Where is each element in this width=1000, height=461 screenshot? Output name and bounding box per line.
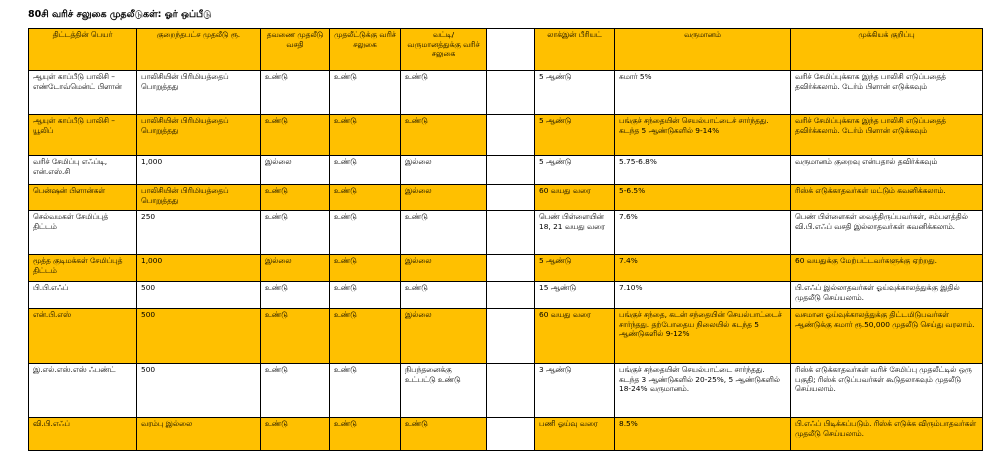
table-cell: ஆயுள் காப்பீடு பாலிசி – எண்டோவ்மென்ட் பிளான் xyxy=(29,71,137,115)
table-cell xyxy=(487,211,535,255)
table-cell: பாலிசியின் பிரிமியத்தைப் பொறுத்தது xyxy=(137,185,261,211)
table-row xyxy=(29,255,983,282)
header-cell: திட்டத்தின் பெயர் xyxy=(29,29,137,71)
table-cell: பி.பி.எஃப் xyxy=(29,282,137,309)
table-cell: வரிச் சேமிப்புக்காக இந்த பாலிசி எடுப்பதைத் தவிர்க்கலாம். டேர்ம் பிளான் எடுக்கவும் xyxy=(791,71,983,115)
table-cell: உண்டு xyxy=(330,211,401,255)
table-cell: பெண் பிள்ளைகள் வைத்திருப்பவர்கள், சம்பளத்தில் வி.பி.எஃப் வசதி இல்லாதவர்கள் கவனிக்கலாம். xyxy=(791,211,983,255)
table-cell: பாலிசியின் பிரிமியத்தைப் பொறுத்தது xyxy=(137,115,261,156)
table-cell xyxy=(487,255,535,282)
table-row xyxy=(29,418,983,451)
header-cell: லாக்இன் பீரியட் xyxy=(535,29,615,71)
header-cell: குறைந்தபட்ச முதலீடு ரூ. xyxy=(137,29,261,71)
table-cell: 500 xyxy=(137,309,261,364)
table-cell: பாலிசியின் பிரிமியத்தைப் பொறுத்தது xyxy=(137,71,261,115)
table-cell: உண்டு xyxy=(261,309,330,364)
table-row xyxy=(29,71,983,115)
table-cell: 500 xyxy=(137,282,261,309)
table-cell: உண்டு xyxy=(330,115,401,156)
table-cell: இல்லை xyxy=(401,255,487,282)
table-cell: 250 xyxy=(137,211,261,255)
header-row xyxy=(29,29,983,71)
table-cell: 5 ஆண்டு xyxy=(535,255,615,282)
table-cell: இல்லை xyxy=(261,255,330,282)
table-cell xyxy=(487,364,535,418)
table-cell: வசமான ஓய்வுக்காலத்துக்கு திட்டமிடுபவர்கள் ஆண்டுக்கு சுமார் ரூ.50,000 முதலீடு செய்து வரலாம். xyxy=(791,309,983,364)
table-cell: பி.எஃப் இல்லாதவர்கள் ஓய்வுக்காலத்துக்கு இதில் முதலீடு செய்யலாம். xyxy=(791,282,983,309)
table-cell: இல்லை xyxy=(261,156,330,185)
table-title: 80சி வரிச் சலுகை முதலீடுகள்: ஓர் ஒப்பீடு xyxy=(28,9,212,20)
table-cell: பி.எஃப் பிடிக்கப்படும். ரிஸ்க் எடுக்க விரும்பாதவர்கள் முதலீடு செய்யலாம். xyxy=(791,418,983,451)
table-row xyxy=(29,282,983,309)
table-cell: வரிச் சேமிப்பு எஃப்டி, என்.எஸ்.சி xyxy=(29,156,137,185)
table-cell: உண்டு xyxy=(330,364,401,418)
table-cell: உண்டு xyxy=(261,282,330,309)
header-cell: முக்கியக் குறிப்பு xyxy=(791,29,983,71)
table-cell: உண்டு xyxy=(330,255,401,282)
table-cell: 60 வயது வரை xyxy=(535,309,615,364)
table-cell: ஆயுள் காப்பீடு பாலிசி – யூலிப் xyxy=(29,115,137,156)
table-cell: பங்குச் சந்தையின் செயல்பாட்டைச் சார்ந்தது. கடந்த 5 ஆண்டுகளில் 9-14% xyxy=(615,115,791,156)
table-cell: 60 வயதுக்கு மேற்பட்டவர்களுக்கு ஏற்றது. xyxy=(791,255,983,282)
table-cell: உண்டு xyxy=(330,282,401,309)
table-row xyxy=(29,185,983,211)
table-cell: உண்டு xyxy=(401,282,487,309)
table-cell: உண்டு xyxy=(401,71,487,115)
table-cell: வருமானம் குறைவு என்பதால் தவிர்க்கவும் xyxy=(791,156,983,185)
table-cell: உண்டு xyxy=(401,115,487,156)
table-cell: நிபந்தனைக்கு உட்பட்டு உண்டு xyxy=(401,364,487,418)
table-cell: செல்வமகள் சேமிப்புத் திட்டம் xyxy=(29,211,137,255)
header-cell: தவணை முதலீடு வசதி xyxy=(261,29,330,71)
comparison-table xyxy=(28,28,983,451)
table-cell: உண்டு xyxy=(261,115,330,156)
table-cell: உண்டு xyxy=(330,156,401,185)
table-cell: பெண் பிள்ளையின் 18, 21 வயது வரை xyxy=(535,211,615,255)
table-cell: இல்லை xyxy=(401,156,487,185)
table-row xyxy=(29,156,983,185)
table-cell xyxy=(487,309,535,364)
table-row xyxy=(29,115,983,156)
table-cell xyxy=(487,185,535,211)
table-cell: உண்டு xyxy=(330,309,401,364)
table-cell xyxy=(487,418,535,451)
table-cell: 7.4% xyxy=(615,255,791,282)
table-cell: உண்டு xyxy=(261,185,330,211)
table-row xyxy=(29,211,983,255)
table-cell: 7.10% xyxy=(615,282,791,309)
table-cell: உண்டு xyxy=(330,185,401,211)
table-cell xyxy=(487,115,535,156)
table-cell: 8.5% xyxy=(615,418,791,451)
table-cell: பங்குச் சந்தை, கடன் சந்தையின் செயல்பாட்டைச் சார்ந்தது. தற்போதைய நிலையில் கடந்த 5 ஆண்டுகளில் 9-12% xyxy=(615,309,791,364)
table-cell: 5 ஆண்டு xyxy=(535,156,615,185)
table-cell: ரிஸ்க் எடுக்காதவர்கள் மட்டும் கவனிக்கலாம். xyxy=(791,185,983,211)
table-row xyxy=(29,309,983,364)
table-cell: 5 ஆண்டு xyxy=(535,115,615,156)
table-cell: என்.பி.எஸ் xyxy=(29,309,137,364)
table-cell: 3 ஆண்டு xyxy=(535,364,615,418)
table-cell: இல்லை xyxy=(401,309,487,364)
table-cell: உண்டு xyxy=(261,418,330,451)
table-cell: உண்டு xyxy=(330,71,401,115)
table-cell: பங்குச் சந்தையின் செயல்பாட்டை சார்ந்தது. கடந்த 3 ஆண்டுகளில் 20-25%, 5 ஆண்டுகளில் 18-24% வருமானம். xyxy=(615,364,791,418)
header-cell: வருமானம் xyxy=(615,29,791,71)
header-cell xyxy=(487,29,535,71)
table-cell: 1,000 xyxy=(137,255,261,282)
table-cell: உண்டு xyxy=(261,71,330,115)
table-cell: உண்டு xyxy=(261,364,330,418)
table-cell: 1,000 xyxy=(137,156,261,185)
table-cell: இ.எல்.எஸ்.எஸ் ஃபண்ட் xyxy=(29,364,137,418)
header-cell: வட்டி/ வருமானத்துக்கு வரிச் சலுகை xyxy=(401,29,487,71)
table-cell: 500 xyxy=(137,364,261,418)
table-cell: ரிஸ்க் எடுக்காதவர்கள் வரிச் சேமிப்பு முதலீட்டில் ஒரு பகுதி; ரிஸ்க் எடுப்பவர்கள் கூடுதலாகவும் முதலீடு செய்யலாம். xyxy=(791,364,983,418)
table-cell: வரம்பு இல்லை xyxy=(137,418,261,451)
table-cell xyxy=(487,156,535,185)
table-cell: இல்லை xyxy=(401,185,487,211)
table-row xyxy=(29,364,983,418)
table-cell: உண்டு xyxy=(330,418,401,451)
table-cell: 7.6% xyxy=(615,211,791,255)
table-cell: பணி ஓய்வு வரை xyxy=(535,418,615,451)
table-cell xyxy=(487,71,535,115)
table-cell: வி.பி.எஃப் xyxy=(29,418,137,451)
table-cell: பென்ஷன் பிளான்கள் xyxy=(29,185,137,211)
table-cell: மூத்த குடிமக்கள் சேமிப்புத் திட்டம் xyxy=(29,255,137,282)
table-cell: 5.75-6.8% xyxy=(615,156,791,185)
table-cell: 5-6.5% xyxy=(615,185,791,211)
table-cell xyxy=(487,282,535,309)
table-cell: சுமார் 5% xyxy=(615,71,791,115)
table-cell: 5 ஆண்டு xyxy=(535,71,615,115)
table-cell: வரிச் சேமிப்புக்காக இந்த பாலிசி எடுப்பதைத் தவிர்க்கலாம். டேர்ம் பிளான் எடுக்கவும் xyxy=(791,115,983,156)
table-cell: உண்டு xyxy=(261,211,330,255)
table-cell: 15 ஆண்டு xyxy=(535,282,615,309)
table-cell: உண்டு xyxy=(401,211,487,255)
header-cell: முதலீட்டுக்கு வரிச் சலுகை xyxy=(330,29,401,71)
table-cell: உண்டு xyxy=(401,418,487,451)
table-cell: 60 வயது வரை xyxy=(535,185,615,211)
